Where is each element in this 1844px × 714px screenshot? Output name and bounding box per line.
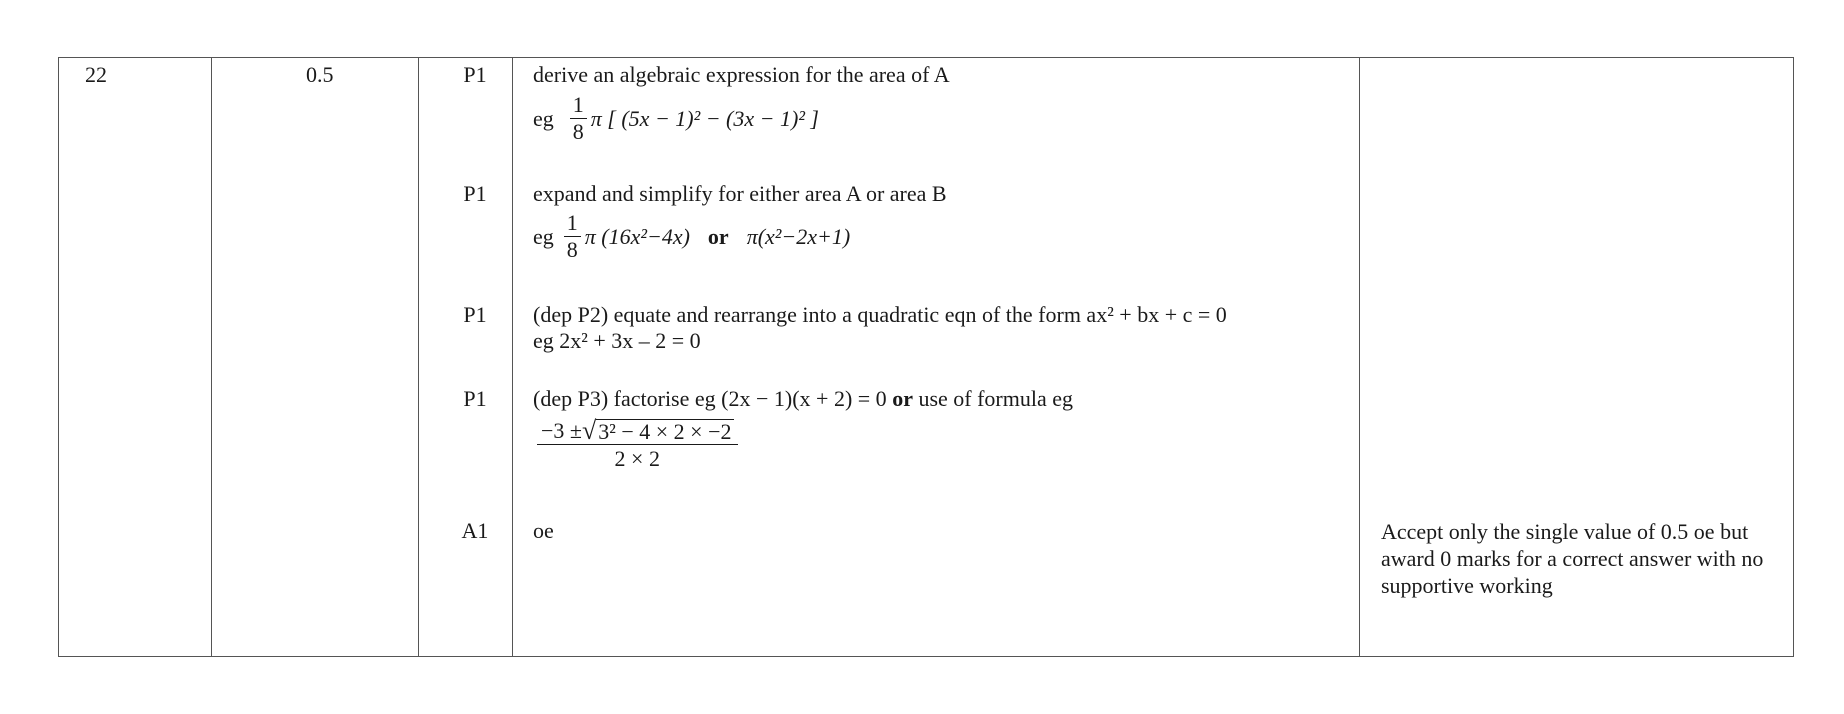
working-step-3-example: eg 2x² + 3x – 2 = 0 [533,328,701,353]
column-divider [512,58,513,656]
mark-code: P1 [463,302,487,327]
or-label: or [707,223,729,249]
working-step-3: (dep P2) equate and rearrange into a quadratic eqn of the form ax² + bx + c = 0 [533,302,1227,327]
mark-code: P1 [463,386,487,411]
eg-label: eg [533,223,554,249]
or-label: or [892,386,913,411]
working-step-2: expand and simplify for either area A or area B [533,181,947,206]
factorise-text: (dep P3) factorise eg (2x − 1)(x + 2) = 0 [533,386,887,411]
square-root-icon: √ [581,416,597,445]
simplified-expression-a: π (16x²−4x) [584,223,690,249]
fraction-denominator: 8 [566,237,578,262]
quadratic-formula [537,416,738,473]
column-divider [418,58,419,656]
fraction-denominator: 8 [572,119,584,144]
working-step-1: derive an algebraic expression for the area of A [533,62,950,87]
question-number: 22 [85,62,107,87]
formula-text: use of formula eg [918,386,1074,411]
formula-numerator [537,416,738,445]
working-step-2-example [533,210,850,263]
mark-code: P1 [463,181,487,206]
fraction-numerator: 1 [570,92,587,119]
working-step-5: oe [533,518,554,543]
formula-denominator: 2 × 2 [614,446,660,471]
mark-code: A1 [461,518,489,543]
additional-guidance: Accept only the single value of 0.5 oe but award 0 marks for a correct answer with no supportive working [1381,519,1764,598]
working-step-1-example [533,92,819,145]
column-divider [211,58,212,656]
column-divider [1359,58,1360,656]
working-step-4 [533,386,1073,412]
formula-radicand: 3² − 4 × 2 × −2 [598,419,732,444]
mark-scheme-table [58,57,1794,657]
fraction [570,92,587,145]
area-expression: π [ (5x − 1)² − (3x − 1)² ] [590,105,819,131]
fraction-numerator: 1 [564,210,581,237]
fraction [564,210,581,263]
formula-prefix: −3 ± [541,418,582,443]
answer-value: 0.5 [306,62,334,87]
mark-code: P1 [463,62,487,87]
simplified-expression-b: π(x²−2x+1) [746,223,851,249]
eg-label: eg [533,105,554,131]
